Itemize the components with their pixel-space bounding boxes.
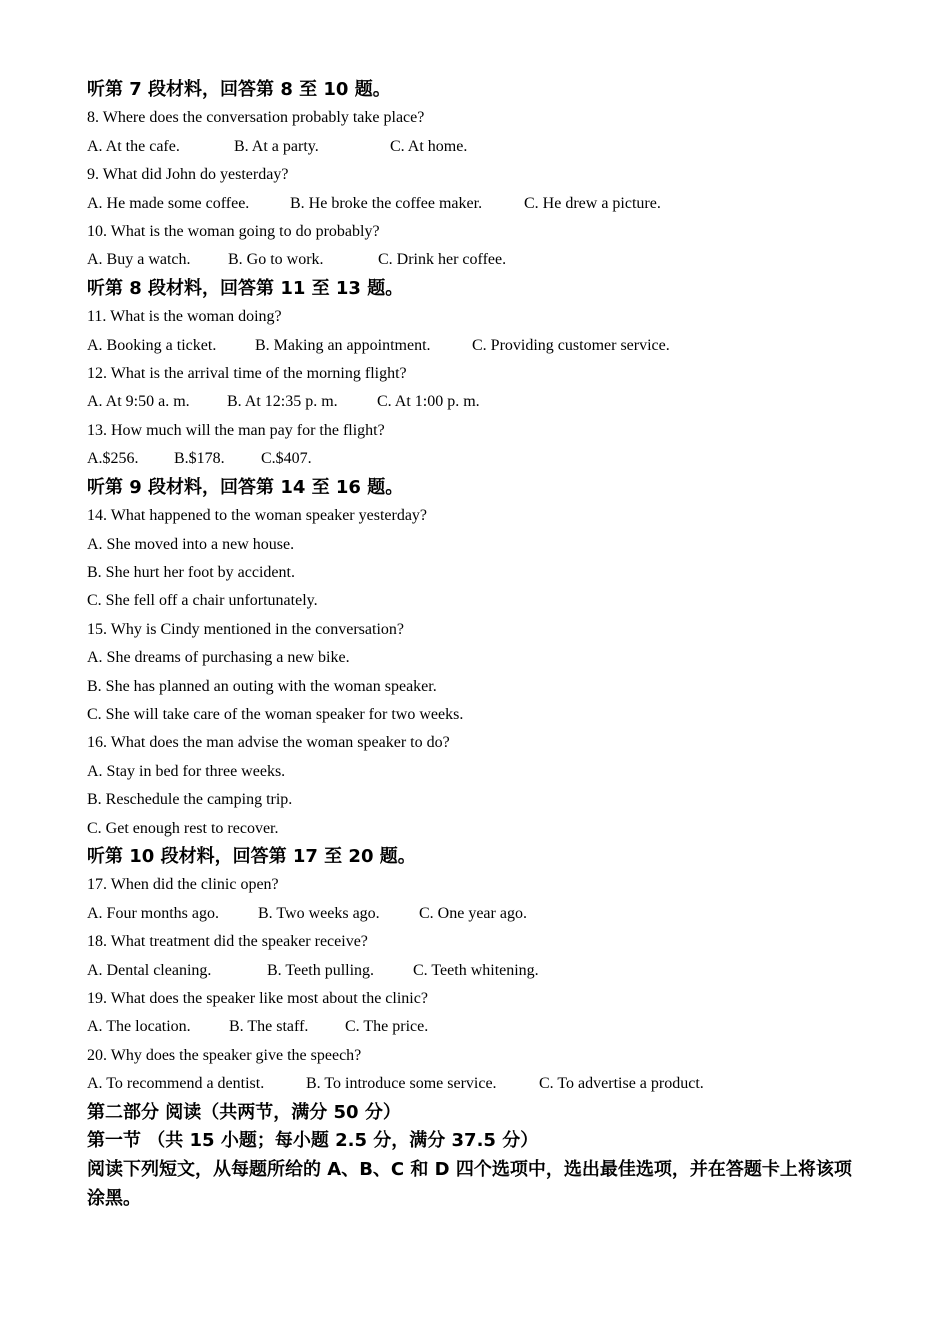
section-heading: 听第 10 段材料，回答第 17 至 20 题。 [87,845,416,867]
option-b: B. Reschedule the camping trip. [87,791,293,809]
options-row [87,246,867,274]
option-c: C. Drink her coffee. [378,251,507,269]
option-c: C.$407. [261,450,312,468]
section-heading: 听第 9 段材料，回答第 14 至 16 题。 [87,476,404,498]
option-c: C. He drew a picture. [524,194,661,212]
option-c: C. She will take care of the woman speaker for two weeks. [87,705,464,723]
option-b: B. Two weeks ago. [258,904,380,922]
option-a: A. She moved into a new house. [87,535,295,553]
option-a: A. Dental cleaning. [87,961,212,979]
option-c: C. One year ago. [419,904,527,922]
question: 15. Why is Cindy mentioned in the conversation? [87,620,404,638]
option-b: B. The staff. [229,1018,309,1036]
option-a: A. Stay in bed for three weeks. [87,762,286,780]
option-b: B. Go to work. [228,251,324,269]
instructions: 阅读下列短文，从每题所给的 A、B、C 和 D 四个选项中，选出最佳选项，并在答题卡上将该项涂黑。 [87,1159,852,1210]
options-row [87,1013,867,1041]
option-a: A. She dreams of purchasing a new bike. [87,649,350,667]
option-b: B. She hurt her foot by accident. [87,563,295,581]
option-a: A. Buy a watch. [87,251,191,269]
option-b: B. Making an appointment. [255,336,431,354]
option-a: A. To recommend a dentist. [87,1075,265,1093]
question: 9. What did John do yesterday? [87,166,289,184]
question: 17. When did the clinic open? [87,876,279,894]
options-row [87,957,867,985]
option-a: A. At 9:50 a. m. [87,393,190,411]
question: 16. What does the man advise the woman speaker to do? [87,734,450,752]
option-a: A. Four months ago. [87,904,219,922]
option-b: B. To introduce some service. [306,1075,497,1093]
section-title: 第一节 （共 15 小题；每小题 2.5 分，满分 37.5 分） [87,1130,539,1152]
option-a: A. The location. [87,1018,191,1036]
option-a: A. At the cafe. [87,137,180,155]
option-c: C. Teeth whitening. [413,961,539,979]
option-a: A. He made some coffee. [87,194,250,212]
option-c: C. At 1:00 p. m. [377,393,480,411]
option-b: B. He broke the coffee maker. [290,194,483,212]
options-row [87,900,867,928]
question: 13. How much will the man pay for the flight? [87,421,385,439]
options-row [87,1070,867,1098]
option-c: C. Get enough rest to recover. [87,819,279,837]
options-row [87,388,867,416]
options-row [87,190,867,218]
options-row [87,332,867,360]
option-c: C. She fell off a chair unfortunately. [87,592,318,610]
option-c: C. At home. [390,137,468,155]
option-b: B. At a party. [234,137,319,155]
question: 11. What is the woman doing? [87,308,282,326]
question: 20. Why does the speaker give the speech? [87,1046,362,1064]
question: 12. What is the arrival time of the morning flight? [87,365,407,383]
option-c: C. The price. [345,1018,429,1036]
option-c: C. Providing customer service. [472,336,670,354]
options-row [87,133,867,161]
options-row [87,445,867,473]
question: 10. What is the woman going to do probably? [87,223,380,241]
option-a: A.$256. [87,450,139,468]
question: 19. What does the speaker like most about the clinic? [87,990,428,1007]
section-heading: 听第 7 段材料，回答第 8 至 10 题。 [87,79,391,100]
option-b: B. Teeth pulling. [267,961,375,979]
option-a: A. Booking a ticket. [87,336,217,354]
section-heading: 听第 8 段材料，回答第 11 至 13 题。 [87,277,404,299]
question: 8. Where does the conversation probably take place? [87,109,425,127]
part-title: 第二部分 阅读（共两节，满分 50 分） [87,1101,401,1123]
option-b: B. She has planned an outing with the woman speaker. [87,677,437,695]
exam-page [87,76,867,1213]
option-c: C. To advertise a product. [539,1075,704,1093]
question: 14. What happened to the woman speaker yesterday? [87,507,428,525]
question: 18. What treatment did the speaker receive? [87,933,368,951]
option-b: B.$178. [174,450,225,468]
option-b: B. At 12:35 p. m. [227,393,338,411]
